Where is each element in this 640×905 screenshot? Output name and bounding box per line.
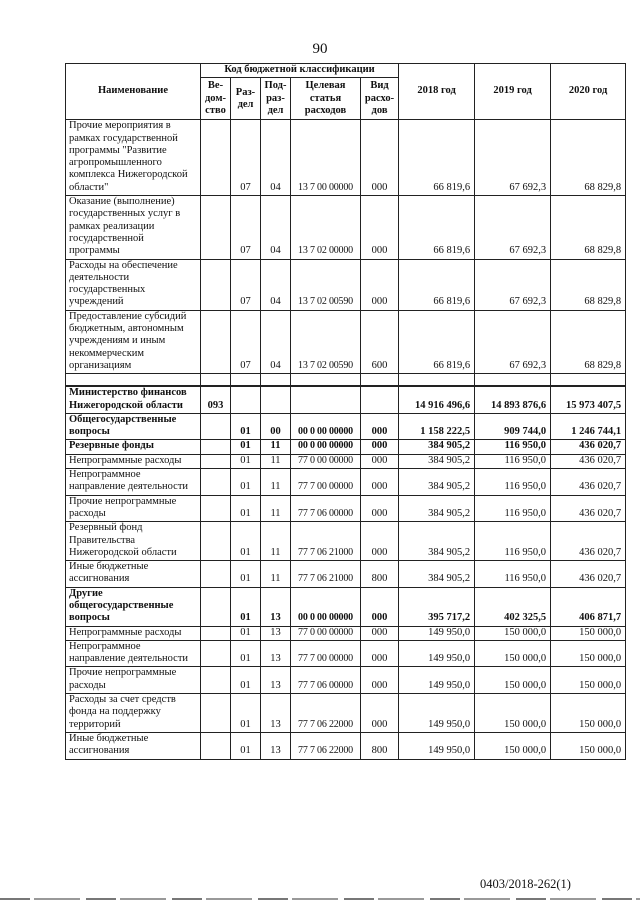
row-podrazdel: 13	[261, 694, 291, 733]
header-razdel: Раз- дел	[231, 78, 261, 120]
row-name: Прочие непрограммные расходы	[66, 495, 201, 522]
row-value-2019: 150 000,0	[475, 732, 551, 759]
row-vid-rashodov: 000	[361, 469, 399, 496]
row-vid-rashodov: 000	[361, 196, 399, 259]
row-razdel: 01	[231, 694, 261, 733]
table-row	[66, 469, 626, 496]
row-name: Предоставление субсидий бюджетным, автономным учреждениям и иным некоммерческим организациям	[66, 310, 201, 373]
row-vedomstvo	[201, 413, 231, 440]
budget-table	[65, 63, 626, 760]
row-value-2018: 149 950,0	[399, 694, 475, 733]
row-value-2018: 14 916 496,6	[399, 386, 475, 413]
row-name: Непрограммное направление деятельности	[66, 469, 201, 496]
header-classification-group: Код бюджетной классификации	[201, 64, 399, 78]
row-value-2019: 116 950,0	[475, 454, 551, 468]
row-razdel: 07	[231, 196, 261, 259]
row-vid-rashodov: 800	[361, 732, 399, 759]
row-value-2020: 436 020,7	[551, 454, 626, 468]
row-razdel: 01	[231, 587, 261, 626]
table-row	[66, 120, 626, 196]
row-value-2018: 149 950,0	[399, 640, 475, 667]
row-value-2020: 68 829,8	[551, 310, 626, 373]
row-podrazdel: 13	[261, 667, 291, 694]
spacer-cell	[475, 374, 551, 387]
row-value-2018: 384 905,2	[399, 495, 475, 522]
row-razdel: 01	[231, 561, 261, 588]
header-vedomstvo: Ве- дом- ство	[201, 78, 231, 120]
table-row	[66, 259, 626, 310]
row-celevaya-statya: 77 7 06 00000	[291, 495, 361, 522]
row-vid-rashodov: 000	[361, 259, 399, 310]
row-value-2019: 150 000,0	[475, 694, 551, 733]
row-vedomstvo	[201, 454, 231, 468]
row-value-2019: 116 950,0	[475, 522, 551, 561]
spacer-cell	[201, 374, 231, 387]
row-value-2020: 150 000,0	[551, 667, 626, 694]
scan-edge-line	[0, 898, 640, 900]
row-name: Прочие непрограммные расходы	[66, 667, 201, 694]
row-value-2020: 15 973 407,5	[551, 386, 626, 413]
row-value-2019: 67 692,3	[475, 120, 551, 196]
table-row	[66, 587, 626, 626]
row-razdel: 01	[231, 469, 261, 496]
row-value-2019: 402 325,5	[475, 587, 551, 626]
row-razdel: 01	[231, 522, 261, 561]
row-vedomstvo	[201, 196, 231, 259]
row-vedomstvo	[201, 626, 231, 640]
table-row	[66, 640, 626, 667]
row-value-2020: 406 871,7	[551, 587, 626, 626]
table-row	[66, 310, 626, 373]
row-value-2018: 66 819,6	[399, 310, 475, 373]
row-celevaya-statya: 77 7 06 21000	[291, 561, 361, 588]
row-podrazdel: 11	[261, 469, 291, 496]
row-razdel: 01	[231, 640, 261, 667]
row-vid-rashodov: 000	[361, 440, 399, 454]
header-2020: 2020 год	[551, 64, 626, 120]
row-podrazdel: 13	[261, 587, 291, 626]
row-razdel: 01	[231, 440, 261, 454]
row-celevaya-statya: 00 0 00 00000	[291, 587, 361, 626]
row-value-2020: 150 000,0	[551, 626, 626, 640]
row-celevaya-statya: 00 0 00 00000	[291, 413, 361, 440]
spacer-cell	[551, 374, 626, 387]
row-vedomstvo	[201, 495, 231, 522]
row-celevaya-statya: 77 7 00 00000	[291, 469, 361, 496]
spacer-cell	[361, 374, 399, 387]
document-code: 0403/2018-262(1)	[480, 877, 571, 891]
table-row	[66, 626, 626, 640]
row-podrazdel: 11	[261, 522, 291, 561]
row-value-2018: 66 819,6	[399, 196, 475, 259]
row-name: Прочие мероприятия в рамках государственной программы "Развитие агропромышленного комплекса Нижегородской области"	[66, 120, 201, 196]
row-podrazdel: 11	[261, 561, 291, 588]
row-value-2019: 67 692,3	[475, 196, 551, 259]
header-name: Наименование	[66, 64, 201, 120]
row-value-2020: 150 000,0	[551, 640, 626, 667]
row-value-2020: 436 020,7	[551, 522, 626, 561]
row-razdel: 01	[231, 495, 261, 522]
table-row	[66, 667, 626, 694]
row-value-2018: 66 819,6	[399, 120, 475, 196]
row-value-2018: 66 819,6	[399, 259, 475, 310]
header-podrazdel: Под- раз- дел	[261, 78, 291, 120]
row-podrazdel: 04	[261, 120, 291, 196]
row-celevaya-statya: 77 0 00 00000	[291, 626, 361, 640]
row-celevaya-statya: 77 7 06 00000	[291, 667, 361, 694]
row-celevaya-statya: 77 7 06 22000	[291, 694, 361, 733]
row-name: Министерство финансов Нижегородской области	[66, 386, 201, 413]
row-celevaya-statya: 77 0 00 00000	[291, 454, 361, 468]
row-vid-rashodov: 000	[361, 667, 399, 694]
row-razdel: 07	[231, 310, 261, 373]
spacer-cell	[261, 374, 291, 387]
row-vid-rashodov: 000	[361, 495, 399, 522]
row-vedomstvo	[201, 522, 231, 561]
header-vid-rashodov: Вид расхо- дов	[361, 78, 399, 120]
row-podrazdel: 04	[261, 310, 291, 373]
row-value-2019: 14 893 876,6	[475, 386, 551, 413]
row-vedomstvo: 093	[201, 386, 231, 413]
table-row	[66, 694, 626, 733]
spacer-cell	[66, 374, 201, 387]
row-name: Резервные фонды	[66, 440, 201, 454]
row-value-2020: 436 020,7	[551, 469, 626, 496]
row-name: Иные бюджетные ассигнования	[66, 732, 201, 759]
row-value-2018: 384 905,2	[399, 454, 475, 468]
row-razdel: 01	[231, 454, 261, 468]
row-name: Другие общегосударственные вопросы	[66, 587, 201, 626]
row-podrazdel: 13	[261, 732, 291, 759]
row-celevaya-statya: 13 7 02 00000	[291, 196, 361, 259]
row-value-2019: 116 950,0	[475, 469, 551, 496]
table-row	[66, 386, 626, 413]
header-2019: 2019 год	[475, 64, 551, 120]
row-name: Иные бюджетные ассигнования	[66, 561, 201, 588]
row-vedomstvo	[201, 440, 231, 454]
row-name: Расходы за счет средств фонда на поддержку территорий	[66, 694, 201, 733]
row-celevaya-statya: 77 7 00 00000	[291, 640, 361, 667]
row-value-2020: 68 829,8	[551, 196, 626, 259]
row-value-2018: 149 950,0	[399, 626, 475, 640]
row-razdel: 01	[231, 626, 261, 640]
row-value-2018: 149 950,0	[399, 732, 475, 759]
row-value-2018: 384 905,2	[399, 561, 475, 588]
row-value-2020: 150 000,0	[551, 732, 626, 759]
row-value-2018: 384 905,2	[399, 469, 475, 496]
table-row	[66, 495, 626, 522]
spacer-cell	[399, 374, 475, 387]
row-value-2019: 909 744,0	[475, 413, 551, 440]
row-value-2020: 150 000,0	[551, 694, 626, 733]
row-name: Расходы на обеспечение деятельности государственных учреждений	[66, 259, 201, 310]
row-razdel: 01	[231, 413, 261, 440]
row-podrazdel: 11	[261, 495, 291, 522]
row-value-2020: 436 020,7	[551, 440, 626, 454]
row-razdel: 07	[231, 120, 261, 196]
row-vid-rashodov: 600	[361, 310, 399, 373]
row-value-2019: 150 000,0	[475, 626, 551, 640]
row-value-2019: 116 950,0	[475, 561, 551, 588]
row-razdel: 07	[231, 259, 261, 310]
row-name: Оказание (выполнение) государственных услуг в рамках реализации государственной программы	[66, 196, 201, 259]
row-razdel: 01	[231, 667, 261, 694]
row-vid-rashodov: 000	[361, 587, 399, 626]
spacer-cell	[291, 374, 361, 387]
spacer-cell	[231, 374, 261, 387]
row-value-2018: 384 905,2	[399, 522, 475, 561]
row-value-2019: 67 692,3	[475, 259, 551, 310]
row-vedomstvo	[201, 694, 231, 733]
table-row	[66, 732, 626, 759]
row-value-2018: 149 950,0	[399, 667, 475, 694]
row-name: Непрограммные расходы	[66, 454, 201, 468]
page-number: 90	[312, 41, 328, 57]
header-2018: 2018 год	[399, 64, 475, 120]
row-celevaya-statya: 13 7 00 00000	[291, 120, 361, 196]
row-podrazdel: 13	[261, 626, 291, 640]
row-vid-rashodov: 000	[361, 640, 399, 667]
row-value-2020: 436 020,7	[551, 561, 626, 588]
row-celevaya-statya: 77 7 06 22000	[291, 732, 361, 759]
row-value-2019: 67 692,3	[475, 310, 551, 373]
row-podrazdel: 04	[261, 259, 291, 310]
row-value-2019: 116 950,0	[475, 495, 551, 522]
row-vid-rashodov: 000	[361, 413, 399, 440]
row-podrazdel: 11	[261, 454, 291, 468]
row-vedomstvo	[201, 310, 231, 373]
row-name: Непрограммные расходы	[66, 626, 201, 640]
table-row	[66, 196, 626, 259]
row-value-2020: 1 246 744,1	[551, 413, 626, 440]
row-vid-rashodov: 000	[361, 522, 399, 561]
table-row	[66, 561, 626, 588]
row-celevaya-statya	[291, 386, 361, 413]
row-vedomstvo	[201, 640, 231, 667]
row-name: Общегосударственные вопросы	[66, 413, 201, 440]
row-value-2018: 384 905,2	[399, 440, 475, 454]
row-celevaya-statya: 77 7 06 21000	[291, 522, 361, 561]
table-row	[66, 454, 626, 468]
row-name: Резервный фонд Правительства Нижегородской области	[66, 522, 201, 561]
row-razdel	[231, 386, 261, 413]
row-vedomstvo	[201, 667, 231, 694]
table-row	[66, 522, 626, 561]
table-body	[66, 120, 626, 759]
row-value-2018: 1 158 222,5	[399, 413, 475, 440]
row-vedomstvo	[201, 259, 231, 310]
row-vid-rashodov: 000	[361, 694, 399, 733]
row-value-2019: 150 000,0	[475, 667, 551, 694]
table-row	[66, 413, 626, 440]
row-vedomstvo	[201, 469, 231, 496]
spacer-row	[66, 374, 626, 387]
row-celevaya-statya: 13 7 02 00590	[291, 259, 361, 310]
header-celevaya-statya: Целевая статья расходов	[291, 78, 361, 120]
row-vid-rashodov: 000	[361, 626, 399, 640]
row-vedomstvo	[201, 587, 231, 626]
row-value-2020: 436 020,7	[551, 495, 626, 522]
row-value-2020: 68 829,8	[551, 259, 626, 310]
row-celevaya-statya: 13 7 02 00590	[291, 310, 361, 373]
row-value-2019: 116 950,0	[475, 440, 551, 454]
row-value-2020: 68 829,8	[551, 120, 626, 196]
row-vedomstvo	[201, 120, 231, 196]
row-razdel: 01	[231, 732, 261, 759]
row-value-2019: 150 000,0	[475, 640, 551, 667]
row-vid-rashodov: 000	[361, 120, 399, 196]
row-podrazdel: 13	[261, 640, 291, 667]
row-podrazdel: 11	[261, 440, 291, 454]
row-vedomstvo	[201, 561, 231, 588]
row-celevaya-statya: 00 0 00 00000	[291, 440, 361, 454]
row-podrazdel	[261, 386, 291, 413]
row-vedomstvo	[201, 732, 231, 759]
row-podrazdel: 00	[261, 413, 291, 440]
row-value-2018: 395 717,2	[399, 587, 475, 626]
row-vid-rashodov: 800	[361, 561, 399, 588]
table-row	[66, 440, 626, 454]
row-vid-rashodov	[361, 386, 399, 413]
row-podrazdel: 04	[261, 196, 291, 259]
row-name: Непрограммное направление деятельности	[66, 640, 201, 667]
row-vid-rashodov: 000	[361, 454, 399, 468]
